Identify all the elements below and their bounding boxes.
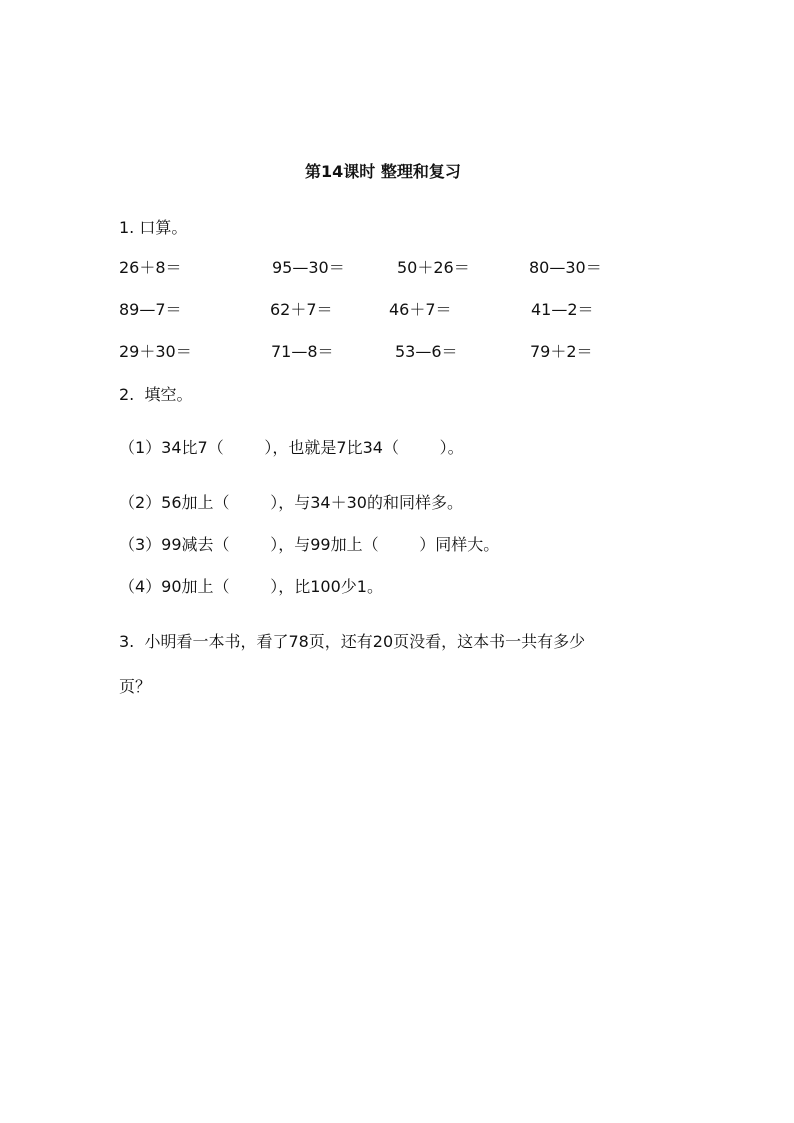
fill-item-4: （4）90加上（ ），比100少1。 xyxy=(119,577,383,596)
fill-item-2: （2）56加上（ ），与34＋30的和同样多。 xyxy=(119,493,463,512)
oral-calc-r2-c1: 71—8＝ xyxy=(271,342,334,361)
section-1-heading: 1. 口算。 xyxy=(119,218,188,237)
oral-calc-r1-c3: 41—2＝ xyxy=(531,300,594,319)
oral-calc-r2-c0: 29＋30＝ xyxy=(119,342,192,361)
oral-calc-r1-c2: 46＋7＝ xyxy=(389,300,452,319)
fill-item-1: （1）34比7（ ），也就是7比34（ ）。 xyxy=(119,438,464,457)
oral-calc-r1-c0: 89—7＝ xyxy=(119,300,182,319)
oral-calc-r0-c1: 95—30＝ xyxy=(272,258,345,277)
oral-calc-r1-c1: 62＋7＝ xyxy=(270,300,333,319)
page-title: 第14课时 整理和复习 xyxy=(305,162,461,181)
oral-calc-r0-c0: 26＋8＝ xyxy=(119,258,182,277)
section-2-heading: 2. 填空。 xyxy=(119,385,193,404)
word-problem-line-2: 页？ xyxy=(119,677,152,696)
oral-calc-r0-c3: 80—30＝ xyxy=(529,258,602,277)
oral-calc-r0-c2: 50＋26＝ xyxy=(397,258,470,277)
fill-item-3: （3）99减去（ ），与99加上（ ）同样大。 xyxy=(119,535,500,554)
oral-calc-r2-c2: 53—6＝ xyxy=(395,342,458,361)
word-problem-line-1: 3. 小明看一本书，看了78页，还有20页没看，这本书一共有多少 xyxy=(119,632,586,651)
oral-calc-r2-c3: 79＋2＝ xyxy=(530,342,593,361)
